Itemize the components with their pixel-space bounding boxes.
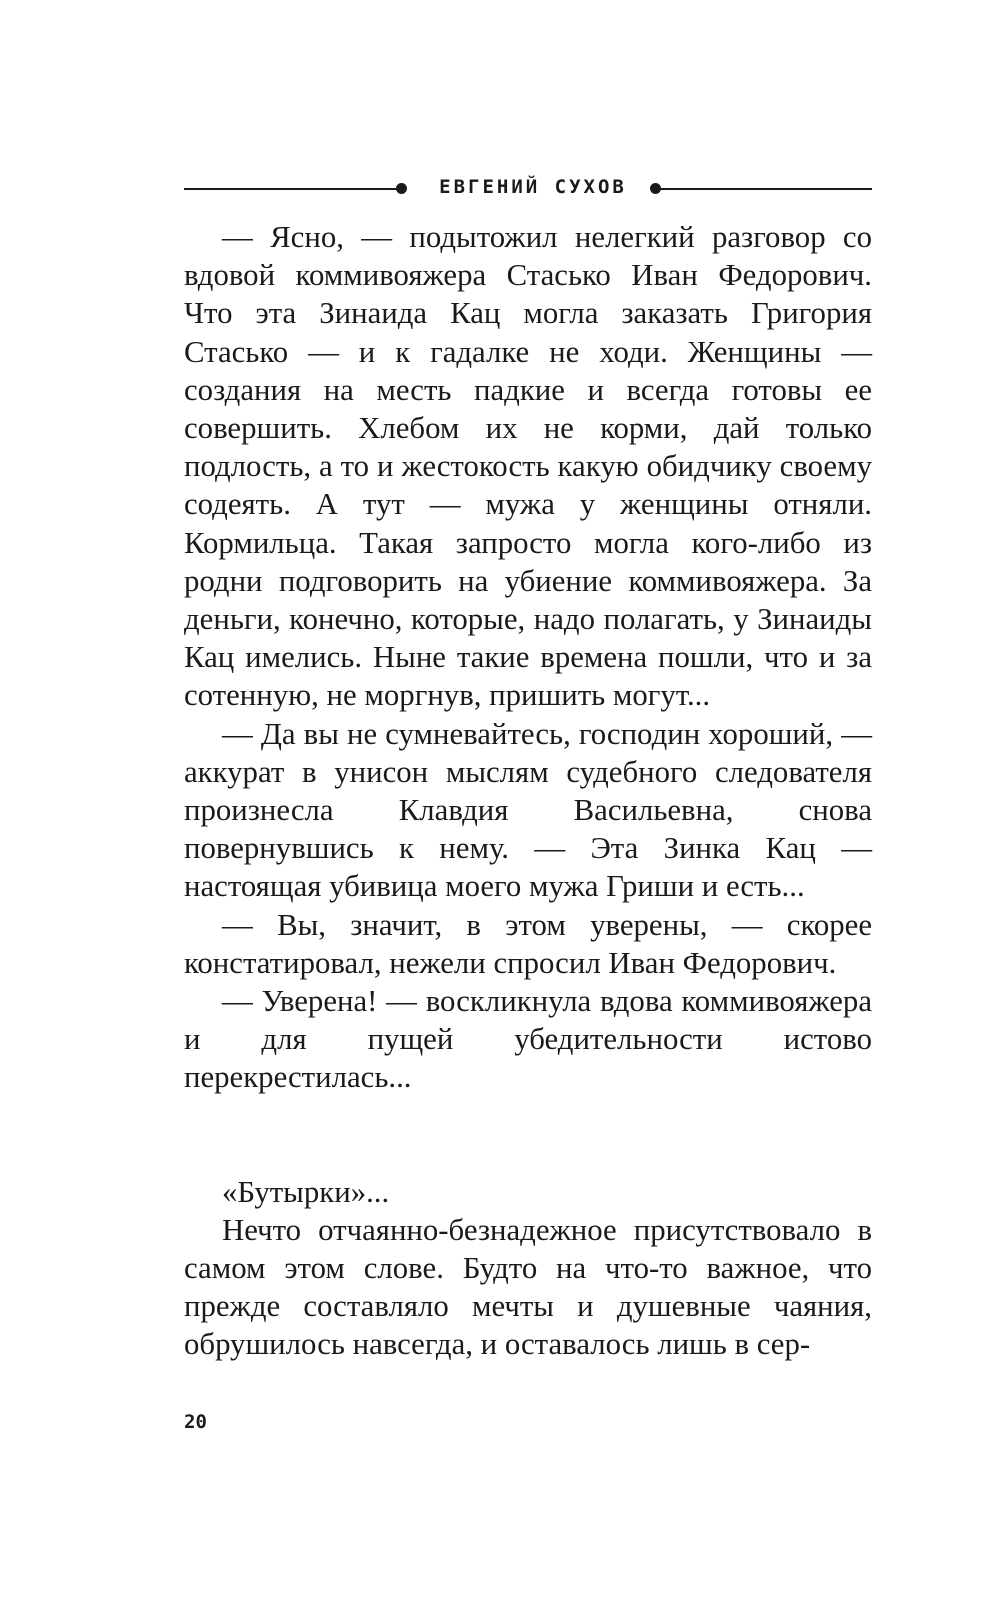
header-rule-right (660, 188, 872, 190)
paragraph: — Уверена! — воскликнула вдова коммивояжера и для пущей убедительности истово перекрестилась... (184, 984, 872, 1095)
running-header (184, 172, 872, 202)
header-author-name: ЕВГЕНИЙ СУХОВ (439, 176, 627, 198)
paragraph: — Ясно, — подытожил нелегкий разговор со вдовой коммивояжера Стасько Иван Федорович. Что эта Зинаида Кац могла заказать Григория Стасько — и к гадалке не ходи. Женщины — создания на месть падкие и всегда готовы ее совершить. Хлебом их не корми, дай только подлость, а то и жестокость какую обидчику своему содеять. А тут — мужа у женщины отняли. Кормильца. Такая запросто могла кого-либо из родни подговорить на убиение коммивояжера. За деньги, конечно, которые, надо полагать, у Зинаиды Кац имелись. Ныне такие времена пошли, что и за сотенную, не моргнув, пришить могут... (184, 220, 872, 713)
paragraph: — Вы, значит, в этом уверены, — скорее констатировал, нежели спросил Иван Федорович. (184, 907, 872, 980)
page-number: 20 (184, 1411, 207, 1433)
section-break (184, 1097, 872, 1173)
header-rule-left (184, 188, 400, 190)
paragraph: «Бутырки»... (222, 1174, 390, 1209)
paragraph: — Да вы не сумневайтесь, господин хороший, — аккурат в унисон мыслям судебного следователя произнесла Клавдия Васильевна, снова повернувшись к нему. — Эта Зинка Кац — настоящая убивица моего мужа Гриши и есть... (184, 716, 872, 904)
body-text (184, 218, 872, 1364)
header-dot-left (396, 183, 407, 194)
paragraph: Нечто отчаянно-безнадежное присутствовало в самом этом слове. Будто на что-то важное, что прежде составляло мечты и душевные чаяния, обрушилось навсегда, и оставалось лишь в сер- (184, 1212, 872, 1362)
